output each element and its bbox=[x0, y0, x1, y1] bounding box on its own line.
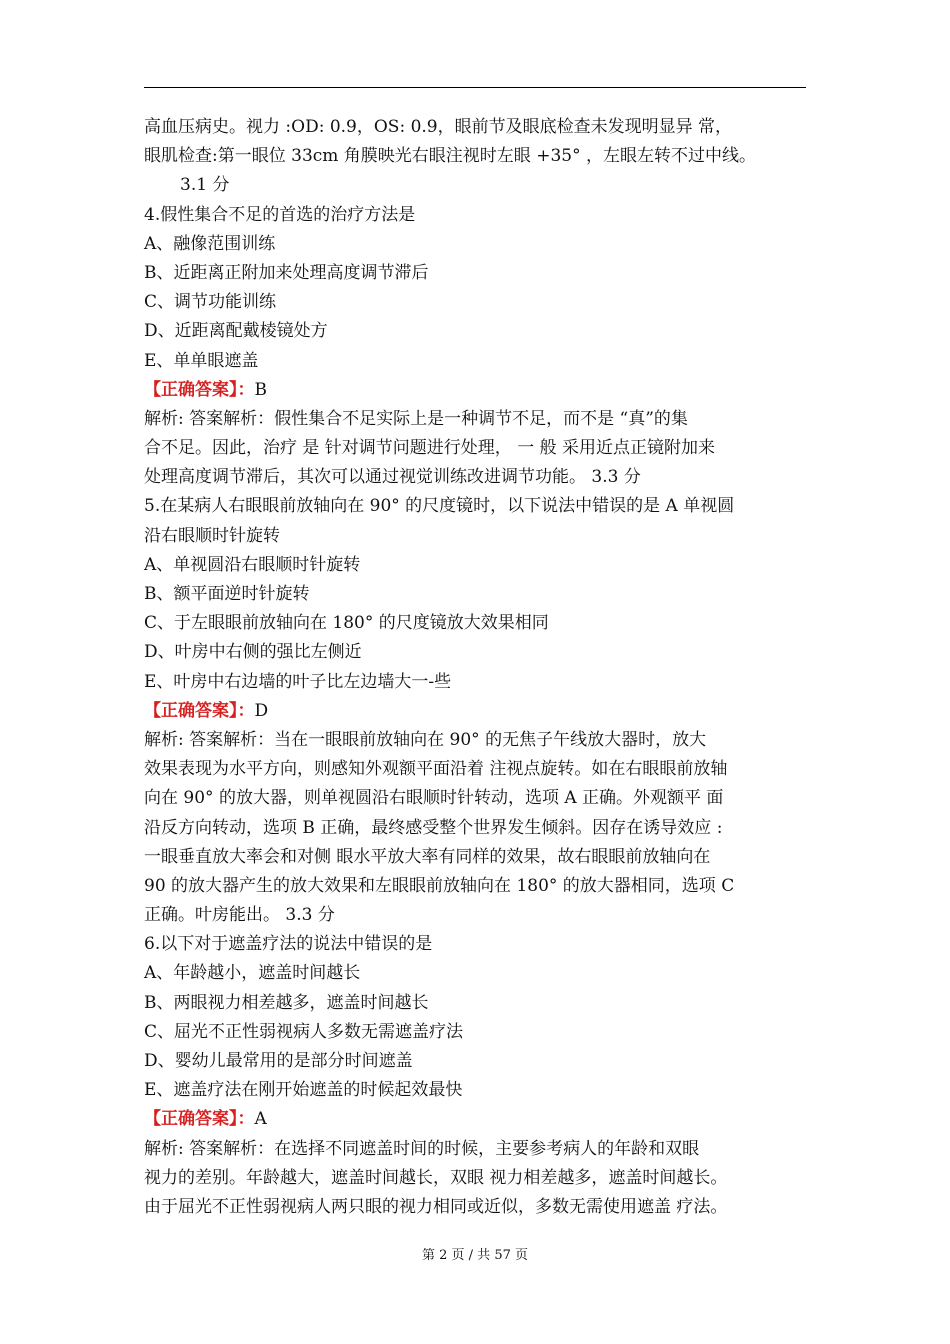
q6-option: B、两眼视力相差越多，遮盖时间越长 bbox=[144, 992, 429, 1013]
correct-answer-label: 【正确答案】： bbox=[144, 700, 255, 721]
score-label: 3.1 分 bbox=[180, 175, 230, 196]
q4-option: E、单单眼遮盖 bbox=[144, 350, 259, 371]
q5-option: C、于左眼眼前放轴向在 180° 的尺度镜放大效果相同 bbox=[144, 613, 549, 634]
q4-analysis-line: 解析: 答案解析：假性集合不足实际上是一种调节不足，而不是 “真”的集 bbox=[144, 408, 688, 429]
q5-analysis-line: 解析: 答案解析：当在一眼眼前放轴向在 90° 的无焦子午线放大器时，放大 bbox=[144, 729, 707, 750]
q5-analysis-line: 90 的放大器产生的放大效果和左眼眼前放轴向在 180° 的放大器相同，选项 C bbox=[144, 875, 735, 896]
correct-answer-value: D bbox=[254, 700, 269, 721]
intro-line: 眼肌检查:第一眼位 33cm 角膜映光右眼注视时左眼 +35° ，左眼左转不过中线。 bbox=[144, 146, 756, 167]
q5-option: B、额平面逆时针旋转 bbox=[144, 584, 310, 604]
q6-analysis-line: 由于屈光不正性弱视病人两只眼的视力相同或近似，多数无需使用遮盖 疗法。 bbox=[144, 1196, 728, 1217]
correct-answer-label: 【正确答案】： bbox=[144, 1109, 255, 1130]
q4-option: C、调节功能训练 bbox=[144, 292, 277, 313]
q4-answer bbox=[144, 376, 810, 405]
q6-analysis-line: 解析: 答案解析：在选择不同遮盖时间的时候，主要参考病人的年龄和双眼 bbox=[144, 1138, 700, 1159]
q6-question: 6.以下对于遮盖疗法的说法中错误的是 bbox=[144, 934, 433, 955]
q5-analysis-line: 一眼垂直放大率会和对侧 眼水平放大率有同样的效果，故右眼眼前放轴向在 bbox=[144, 846, 711, 867]
page-number-footer: 第 2 页 / 共 57 页 bbox=[422, 1248, 528, 1263]
correct-answer-value: A bbox=[254, 1109, 267, 1130]
q6-option: C、屈光不正性弱视病人多数无需遮盖疗法 bbox=[144, 1021, 464, 1042]
q5-question-line: 沿右眼顺时针旋转 bbox=[144, 525, 280, 546]
q5-option: E、叶房中右边墙的叶子比左边墙大一-些 bbox=[144, 671, 452, 692]
correct-answer-label: 【正确答案】： bbox=[144, 379, 255, 400]
q4-option: A、融像范围训练 bbox=[144, 233, 276, 254]
document-body bbox=[144, 113, 810, 1222]
header-rule bbox=[144, 87, 806, 88]
q5-option: D、叶房中右侧的强比左侧近 bbox=[144, 642, 362, 663]
q5-analysis-line: 正确。叶房能出。 3.3 分 bbox=[144, 905, 335, 926]
q5-analysis-line: 沿反方向转动，选项 B 正确，最终感受整个世界发生倾斜。因存在诱导效应 : bbox=[144, 817, 723, 838]
q4-option: D、近距离配戴棱镜处方 bbox=[144, 321, 328, 342]
q5-option: A、单视圆沿右眼顺时针旋转 bbox=[144, 554, 361, 575]
q4-question: 4.假性集合不足的首选的治疗方法是 bbox=[144, 204, 416, 225]
q5-analysis-line: 效果表现为水平方向，则感知外观额平面沿着 注视点旋转。如在右眼眼前放轴 bbox=[144, 759, 728, 780]
q4-option: B、近距离正附加来处理高度调节滞后 bbox=[144, 262, 429, 283]
intro-line: 高血压病史。视力 :OD: 0.9，OS: 0.9，眼前节及眼底检查未发现明显异 常， bbox=[144, 117, 733, 137]
q4-analysis-line: 合不足。因此，治疗 是 针对调节问题进行处理， 一 般 采用近点正镜附加来 bbox=[144, 438, 716, 459]
q6-answer bbox=[144, 1105, 810, 1134]
q6-analysis-line: 视力的差别。年龄越大，遮盖时间越长，双眼 视力相差越多，遮盖时间越长。 bbox=[144, 1167, 728, 1188]
q5-question-line: 5.在某病人右眼眼前放轴向在 90° 的尺度镜时，以下说法中错误的是 A 单视圆 bbox=[144, 496, 735, 517]
correct-answer-value: B bbox=[254, 379, 267, 400]
q5-answer bbox=[144, 697, 810, 726]
q5-analysis-line: 向在 90° 的放大器，则单视圆沿右眼顺时针转动，选项 A 正确。外观额平 面 bbox=[144, 788, 724, 809]
q4-analysis-line: 处理高度调节滞后，其次可以通过视觉训练改进调节功能。 3.3 分 bbox=[144, 467, 641, 488]
q6-option: D、婴幼儿最常用的是部分时间遮盖 bbox=[144, 1051, 413, 1071]
q6-option: E、遮盖疗法在刚开始遮盖的时候起效最快 bbox=[144, 1080, 463, 1101]
q6-option: A、年龄越小，遮盖时间越长 bbox=[144, 963, 361, 984]
